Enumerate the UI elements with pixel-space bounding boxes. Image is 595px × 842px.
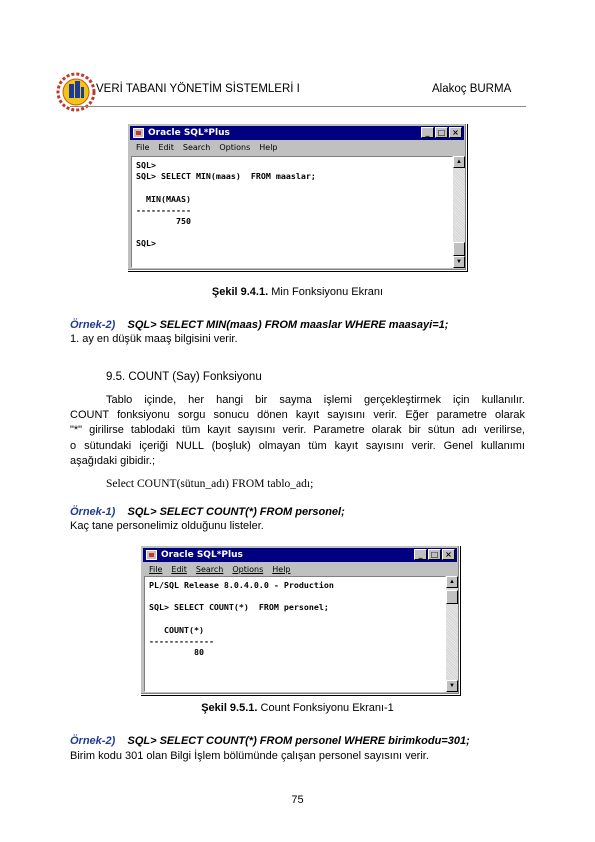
example-min-desc: 1. ay en düşük maaş bilgisini verir. bbox=[70, 333, 238, 345]
menu-options[interactable]: Options bbox=[219, 143, 251, 152]
figure-caption-1 bbox=[0, 286, 595, 298]
menu-file[interactable]: File bbox=[136, 143, 150, 152]
menu-options[interactable]: Options bbox=[232, 565, 264, 574]
scroll-down-icon[interactable]: ▼ bbox=[446, 680, 458, 692]
figure-text: Count Fonksiyonu Ekranı-1 bbox=[260, 702, 394, 714]
scroll-up-icon[interactable]: ▲ bbox=[453, 156, 465, 168]
figure-caption-2 bbox=[0, 702, 595, 714]
example-min-sql bbox=[70, 319, 448, 331]
example-count-where-sql bbox=[70, 735, 470, 747]
console-line: 750 bbox=[136, 216, 191, 227]
console-line: MIN(MAAS) bbox=[136, 193, 191, 204]
console-line: PL/SQL Release 8.0.4.0.0 - Production bbox=[149, 580, 334, 590]
menu-help[interactable]: Help bbox=[259, 143, 278, 152]
close-button[interactable]: × bbox=[449, 127, 462, 138]
paragraph-line: "*" girilirse tablodaki tüm kayıt sayısını verir. Parametre olarak bir sütun adı verilirse, bbox=[70, 424, 525, 437]
menu-edit[interactable]: Edit bbox=[158, 143, 174, 152]
scroll-down-icon[interactable]: ▼ bbox=[453, 256, 465, 268]
sqlplus-app-icon bbox=[133, 128, 144, 138]
console-line: ----------- bbox=[136, 204, 191, 215]
example-sql: SQL> SELECT MIN(maas) FROM maaslar WHERE maasayi=1; bbox=[127, 319, 449, 331]
scroll-up-icon[interactable]: ▲ bbox=[446, 576, 458, 588]
menu-edit[interactable]: Edit bbox=[171, 565, 187, 574]
menu-search[interactable]: Search bbox=[195, 565, 224, 574]
minimize-button[interactable]: _ bbox=[414, 549, 427, 560]
scroll-thumb[interactable] bbox=[453, 242, 465, 256]
menu-help[interactable]: Help bbox=[272, 565, 291, 574]
console-line: 80 bbox=[149, 647, 204, 658]
figure-text: Min Fonksiyonu Ekranı bbox=[271, 286, 384, 298]
menu-file[interactable]: File bbox=[149, 565, 163, 574]
figure-number: Şekil 9.5.1. bbox=[201, 702, 258, 714]
maximize-button[interactable]: □ bbox=[435, 127, 448, 138]
maximize-button[interactable]: □ bbox=[428, 549, 441, 560]
console-line: SQL> SELECT MIN(maas) FROM maaslar; bbox=[136, 171, 316, 182]
menu-bar bbox=[143, 564, 457, 576]
window-titlebar bbox=[130, 126, 464, 140]
syntax-line: Select COUNT(sütun_adı) FROM tablo_adı; bbox=[106, 478, 314, 490]
paragraph-line: o sütundaki içeriği NULL (boşluk) olmayan tüm kayıt sayısını verir. Genel kullanımı bbox=[70, 439, 525, 452]
example-label: Örnek-2) bbox=[70, 319, 116, 331]
page-number: 75 bbox=[291, 794, 304, 806]
sqlplus-app-icon bbox=[146, 550, 157, 560]
menu-bar bbox=[130, 141, 464, 155]
example-label: Örnek-1) bbox=[70, 506, 116, 518]
paragraph-count bbox=[70, 393, 525, 469]
window-title: Oracle SQL*Plus bbox=[161, 550, 243, 560]
sqlplus-window-count bbox=[140, 545, 460, 695]
window-title: Oracle SQL*Plus bbox=[148, 128, 230, 138]
sqlplus-window-min bbox=[127, 123, 467, 271]
vertical-scrollbar[interactable] bbox=[446, 576, 458, 692]
section-heading: 9.5. COUNT (Say) Fonksiyonu bbox=[106, 371, 262, 383]
vertical-scrollbar[interactable] bbox=[453, 156, 465, 268]
example-sql: SQL> SELECT COUNT(*) FROM personel WHERE birimkodu=301; bbox=[127, 735, 470, 747]
header-author: Alakoç BURMA bbox=[432, 83, 512, 95]
console-line: COUNT(*) bbox=[149, 624, 204, 635]
header-divider bbox=[70, 106, 526, 107]
example-sql: SQL> SELECT COUNT(*) FROM personel; bbox=[127, 506, 345, 518]
minimize-button[interactable]: _ bbox=[421, 127, 434, 138]
example-count-sql bbox=[70, 506, 345, 518]
console-output[interactable] bbox=[131, 156, 453, 268]
example-count-where-desc: Birim kodu 301 olan Bilgi İşlem bölümünde çalışan personel sayısını verir. bbox=[70, 750, 429, 762]
console-output[interactable] bbox=[144, 576, 446, 692]
scroll-thumb[interactable] bbox=[446, 590, 458, 604]
paragraph-line: aşağıdaki gibidir.; bbox=[70, 454, 155, 467]
console-line: ------------- bbox=[149, 636, 214, 647]
console-line: SQL> bbox=[136, 238, 156, 249]
console-line: SQL> bbox=[136, 160, 156, 170]
figure-number: Şekil 9.4.1. bbox=[211, 286, 269, 298]
menu-search[interactable]: Search bbox=[182, 143, 211, 152]
window-titlebar bbox=[143, 548, 457, 562]
console-line: SQL> SELECT COUNT(*) FROM personel; bbox=[149, 602, 329, 613]
close-button[interactable]: × bbox=[442, 549, 455, 560]
paragraph-line: COUNT fonksiyonu sorgu sonucu dönen kayıt sayısını verir. Eğer parametre olarak bbox=[70, 409, 525, 422]
header-title: VERİ TABANI YÖNETİM SİSTEMLERİ I bbox=[96, 83, 300, 95]
paragraph-line: Tablo içinde, her hangi bir sayma işlemi gerçekleştirmek için kullanılır. bbox=[106, 394, 525, 406]
example-count-desc: Kaç tane personelimiz olduğunu listeler. bbox=[70, 520, 264, 532]
example-label: Örnek-2) bbox=[70, 735, 116, 747]
